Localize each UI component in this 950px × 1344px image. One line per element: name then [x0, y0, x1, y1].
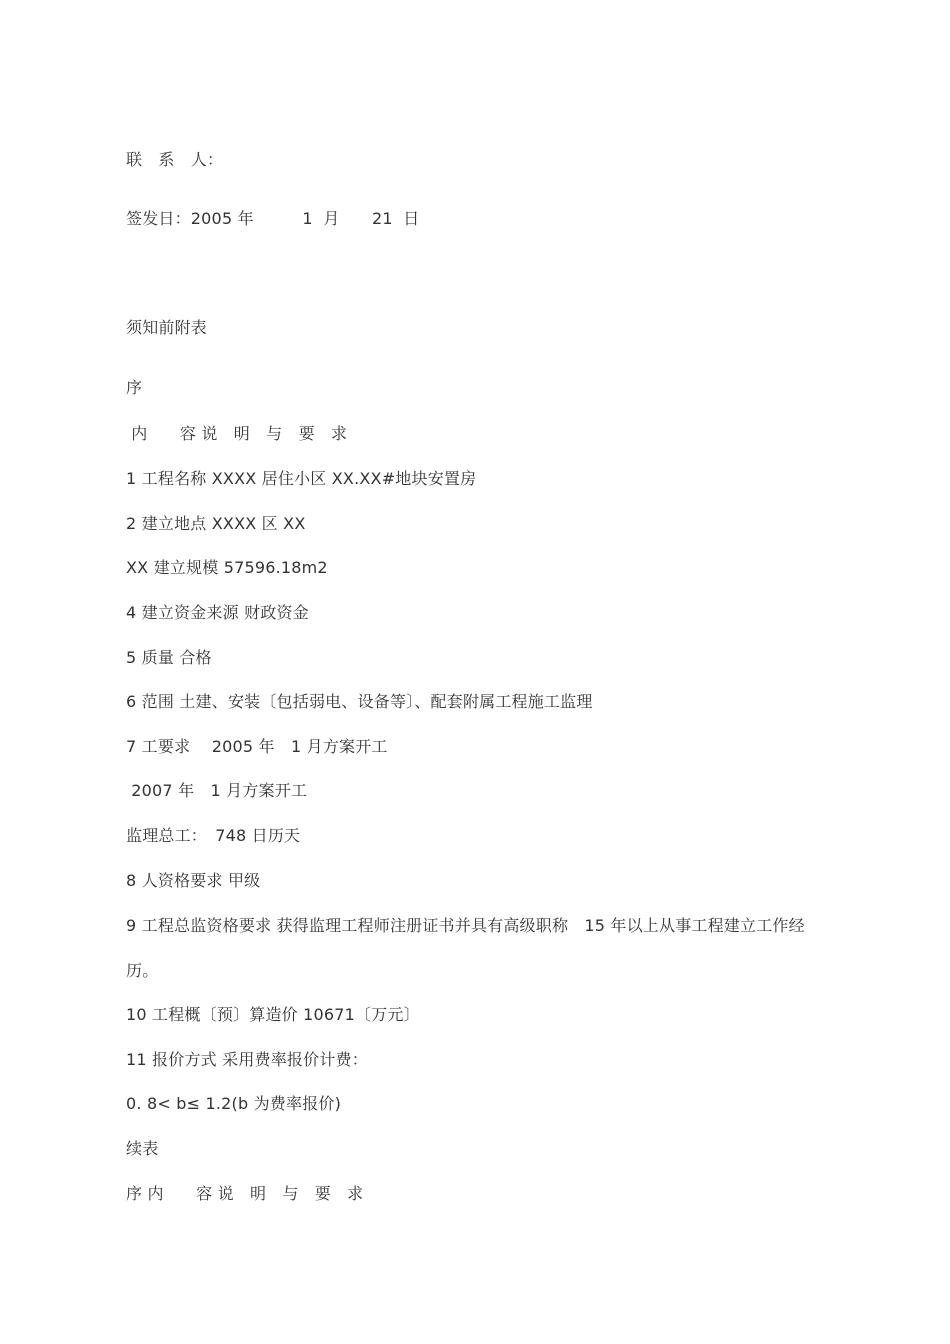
item-location: 2 建立地点 XXXX 区 XX	[126, 514, 306, 533]
item-pricing-method: 11 报价方式 采用费率报价计费：	[126, 1050, 368, 1069]
item-scope: 6 范围 土建、安装〔包括弱电、设备等〕、配套附属工程施工监理	[126, 692, 593, 711]
contact-person-label: 联 系 人：	[126, 150, 224, 169]
item-rate-range: 0. 8< b≤ 1.2(b 为费率报价)	[126, 1094, 342, 1113]
item-schedule-end: 2007 年 1 月方案开工	[126, 781, 308, 800]
continued-table-header: 序 内 容 说 明 与 要 求	[126, 1184, 364, 1203]
item-project-name: 1 工程名称 XXXX 居住小区 XX.XX#地块安置房	[126, 469, 477, 488]
item-qualification: 8 人资格要求 甲级	[126, 871, 261, 890]
table-header-seq: 序	[126, 378, 143, 397]
item-funding: 4 建立资金来源 财政资金	[126, 603, 309, 622]
item-scale: XX 建立规模 57596.18m2	[126, 558, 328, 577]
item-schedule-start: 7 工要求 2005 年 1 月方案开工	[126, 737, 388, 756]
table-header-content: 内 容 说 明 与 要 求	[126, 424, 348, 443]
item-estimated-cost: 10 工程概〔预〕算造价 10671〔万元〕	[126, 1005, 420, 1024]
issue-date-line: 签发日：2005 年 1 月 21 日	[126, 209, 420, 228]
item-total-duration: 监理总工： 748 日历天	[126, 826, 301, 845]
continued-table-label: 续表	[126, 1139, 159, 1158]
item-quality: 5 质量 合格	[126, 648, 212, 667]
section-title: 须知前附表	[126, 318, 208, 337]
item-chief-supervisor-requirements: 9 工程总监资格要求 获得监理工程师注册证书并具有高级职称 15 年以上从事工程建立工作经历。	[126, 916, 805, 980]
